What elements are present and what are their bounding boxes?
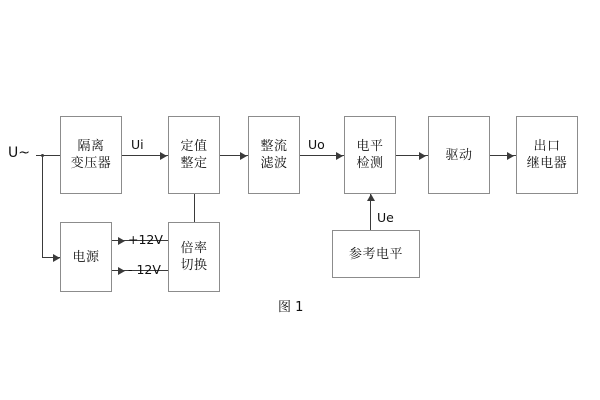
block-rectifier-filter-line2: 滤波 (260, 156, 288, 171)
block-reference-level-line1: 参考电平 (348, 246, 403, 262)
arrow-to-power-supply (53, 254, 60, 262)
block-isolation-transformer (60, 116, 122, 194)
block-power-supply (60, 222, 112, 292)
block-setting-adjust-line1: 定值 (180, 139, 208, 154)
figure-caption: 图 1 (278, 300, 304, 315)
block-rectifier-filter-line1: 整流 (260, 139, 288, 154)
arrow-ue (367, 194, 375, 201)
block-multiplier-switch-line1: 倍率 (180, 241, 208, 256)
block-level-detect-line2: 检测 (356, 156, 384, 171)
block-power-supply-line1: 电源 (72, 249, 100, 265)
block-level-detect (344, 116, 396, 194)
block-isolation-transformer-line2: 变压器 (70, 156, 112, 171)
block-output-relay-line1: 出口 (533, 139, 561, 154)
arrow-setting-to-rectifier (240, 152, 247, 160)
arrow-plus-12v (118, 237, 125, 245)
block-multiplier-switch-line2: 切换 (180, 258, 208, 273)
block-setting-adjust (168, 116, 220, 194)
block-reference-level (332, 230, 420, 278)
block-drive (428, 116, 490, 194)
block-multiplier-switch (168, 222, 220, 292)
arrow-detect-to-drive (419, 152, 426, 160)
wire-input-branch-down (42, 155, 43, 258)
input-signal-label: U~ (8, 145, 30, 161)
arrow-ui (160, 152, 167, 160)
signal-label-uo: Uo (308, 137, 325, 152)
block-rectifier-filter (248, 116, 300, 194)
block-isolation-transformer-line1: 隔离 (77, 139, 105, 154)
wire-multiplier-to-setting (194, 194, 195, 222)
arrow-minus-12v (118, 267, 125, 275)
block-level-detect-line1: 电平 (356, 139, 384, 154)
signal-label-ui: Ui (131, 137, 144, 152)
arrow-uo (336, 152, 343, 160)
signal-label-plus-12v: +12V (128, 232, 163, 247)
arrow-drive-to-relay (507, 152, 514, 160)
block-drive-line1: 驱动 (445, 147, 473, 163)
block-output-relay (516, 116, 578, 194)
wire-input-main (36, 155, 60, 156)
block-setting-adjust-line2: 整定 (180, 156, 208, 171)
block-output-relay-line2: 继电器 (526, 156, 568, 171)
signal-label-minus-12v: - 12V (128, 262, 161, 277)
signal-label-ue: Ue (377, 210, 394, 225)
